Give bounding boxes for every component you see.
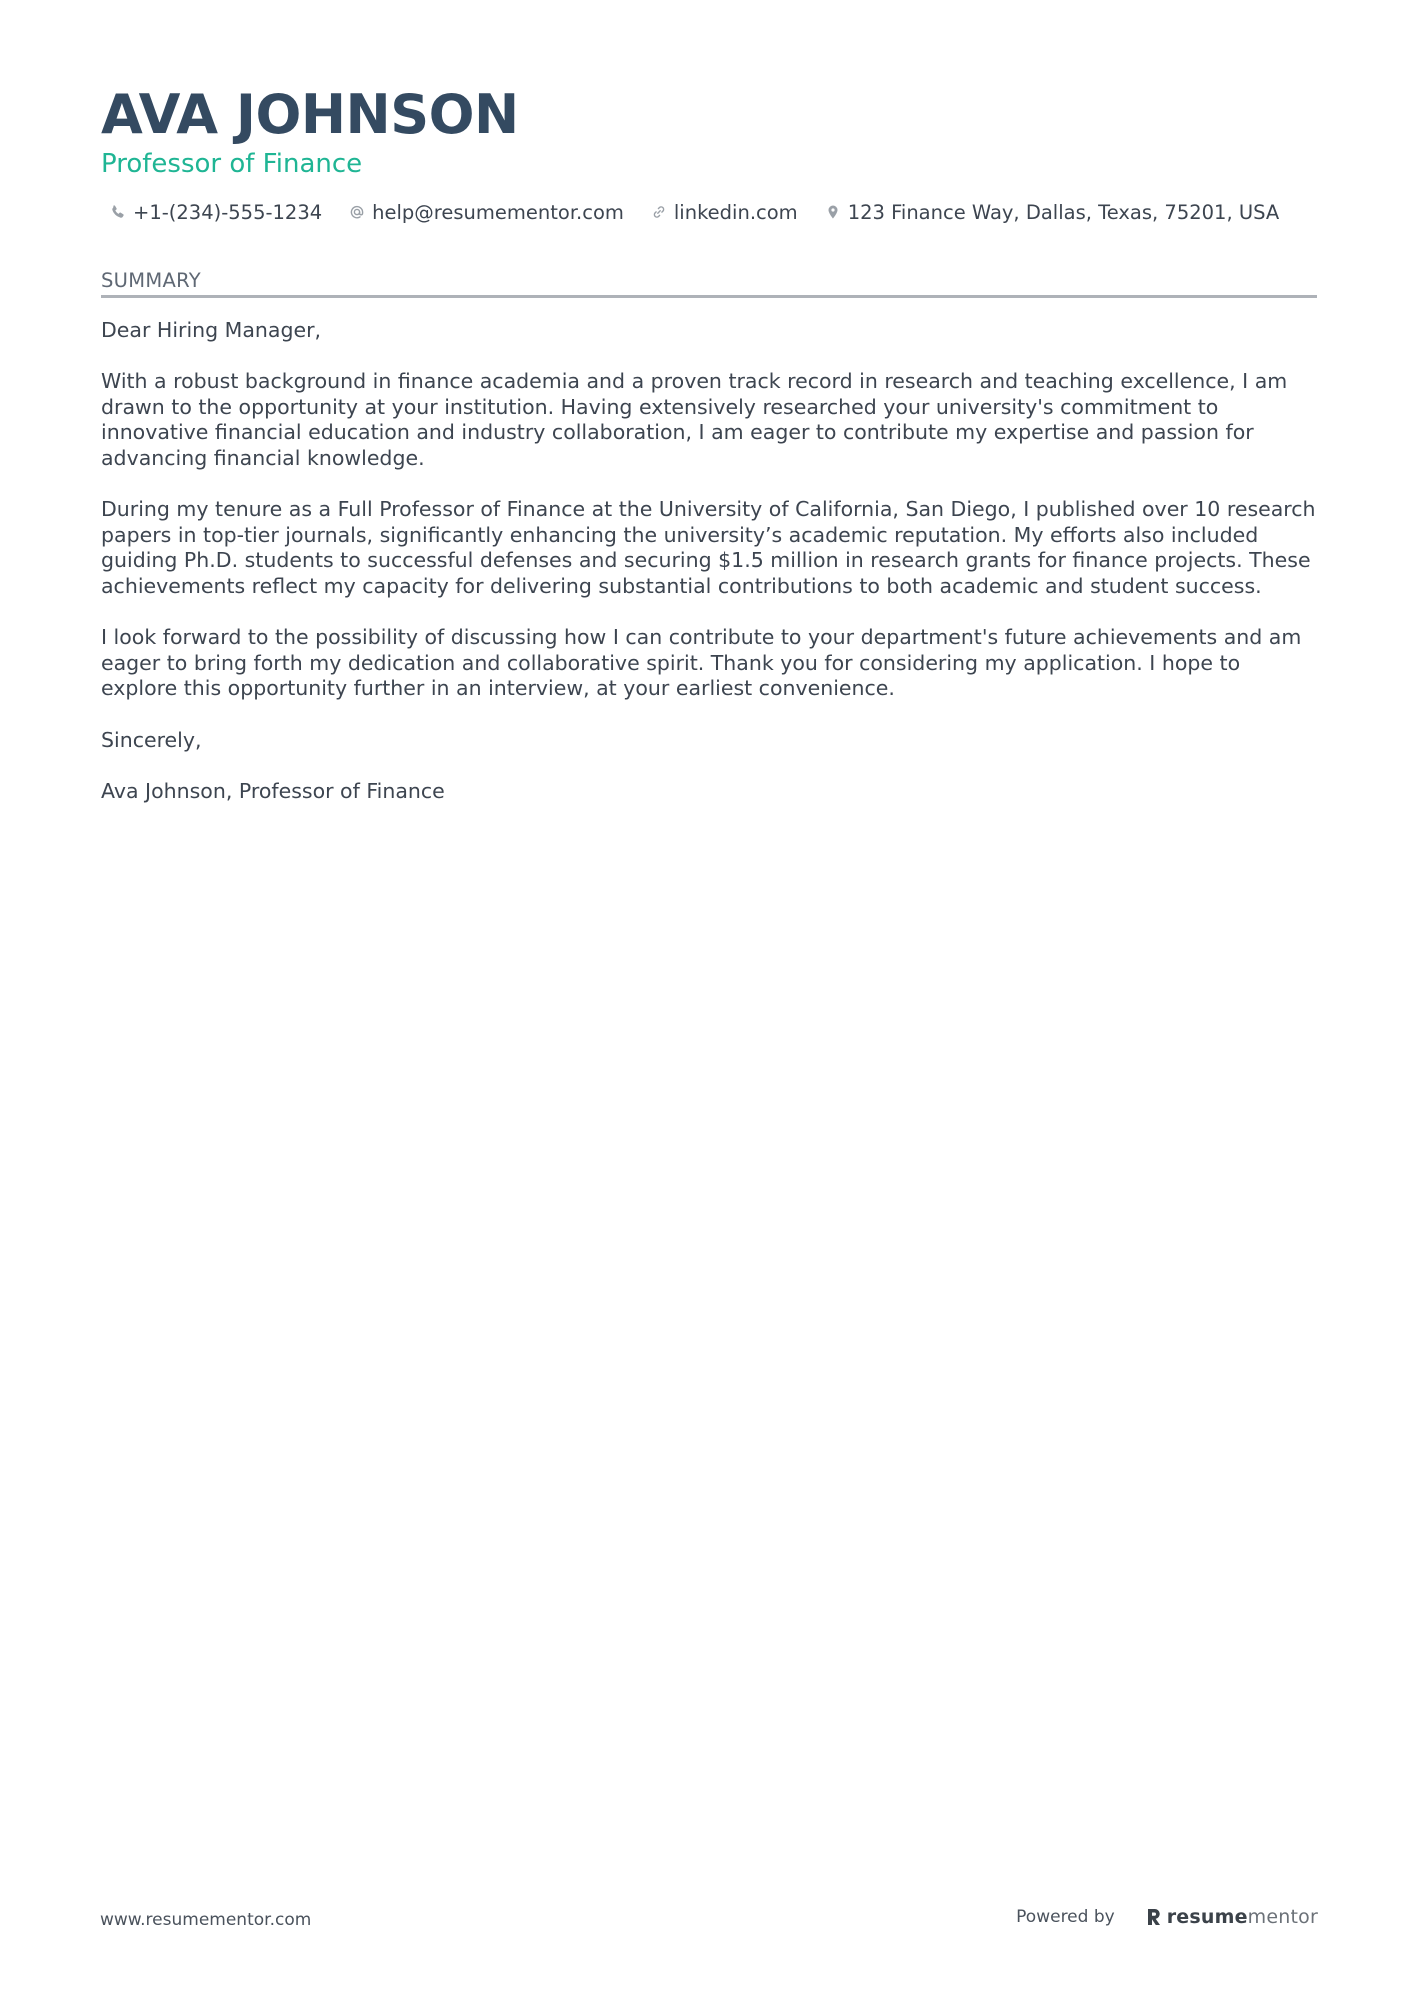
contact-email (348, 201, 624, 224)
signature: Ava Johnson, Professor of Finance (101, 778, 445, 803)
candidate-name: AVA JOHNSON (101, 83, 519, 146)
section-divider (101, 295, 1317, 298)
contact-phone-text[interactable]: +1-(234)-555-1234 (133, 200, 323, 224)
phone-icon (109, 203, 127, 221)
powered-by-label: Powered by (1016, 1907, 1115, 1927)
contact-address (824, 201, 1280, 224)
brand-name-bold: resume (1166, 1906, 1248, 1928)
paragraph-1: With a robust background in finance academia and a proven track record in research and teaching excellence, I am drawn to the opportunity at your institution. Having extensively researched your university's commitment to innovative financial education and industry collaboration, I am eager to contribute my expertise and passion for advancing financial knowledge. (101, 369, 1288, 470)
link-icon (650, 203, 668, 221)
candidate-title: Professor of Finance (101, 149, 363, 179)
letter-body (101, 318, 1317, 830)
brand-name-light: mentor (1247, 1906, 1318, 1928)
contact-email-text[interactable]: help@resumementor.com (372, 200, 624, 224)
contact-bar (109, 196, 1305, 228)
at-icon (348, 203, 366, 221)
footer-website[interactable]: www.resumementor.com (100, 1910, 312, 1930)
summary-heading: SUMMARY (101, 269, 201, 292)
brand-name (1167, 1906, 1318, 1928)
paragraph-2: During my tenure as a Full Professor of Finance at the University of California, San Diego, I published over 10 research papers in top-tier journals, significantly enhancing the university’s academic reputation. My efforts also included guiding Ph.D. students to successful defenses and securing $1.5 million in research grants for finance projects. These achievements reflect my capacity for delivering substantial contributions to both academic and student success. (101, 497, 1316, 598)
salutation: Dear Hiring Manager, (101, 318, 322, 342)
footer-branding (1016, 1906, 1318, 1928)
closing: Sincerely, (101, 727, 202, 752)
contact-linkedin (650, 201, 798, 224)
paragraph-3: I look forward to the possibility of discussing how I can contribute to your department's future achievements and am eager to bring forth my dedication and collaborative spirit. Thank you for considering my application. I hope to explore this opportunity further in an interview, at your earliest convenience. (101, 625, 1302, 701)
resumementor-logo-icon (1145, 1906, 1163, 1928)
contact-phone (109, 201, 322, 224)
location-pin-icon (824, 203, 842, 221)
contact-address-text: 123 Finance Way, Dallas, Texas, 75201, USA (847, 200, 1280, 224)
contact-linkedin-text[interactable]: linkedin.com (673, 200, 798, 224)
cover-letter-page (101, 0, 1317, 1995)
